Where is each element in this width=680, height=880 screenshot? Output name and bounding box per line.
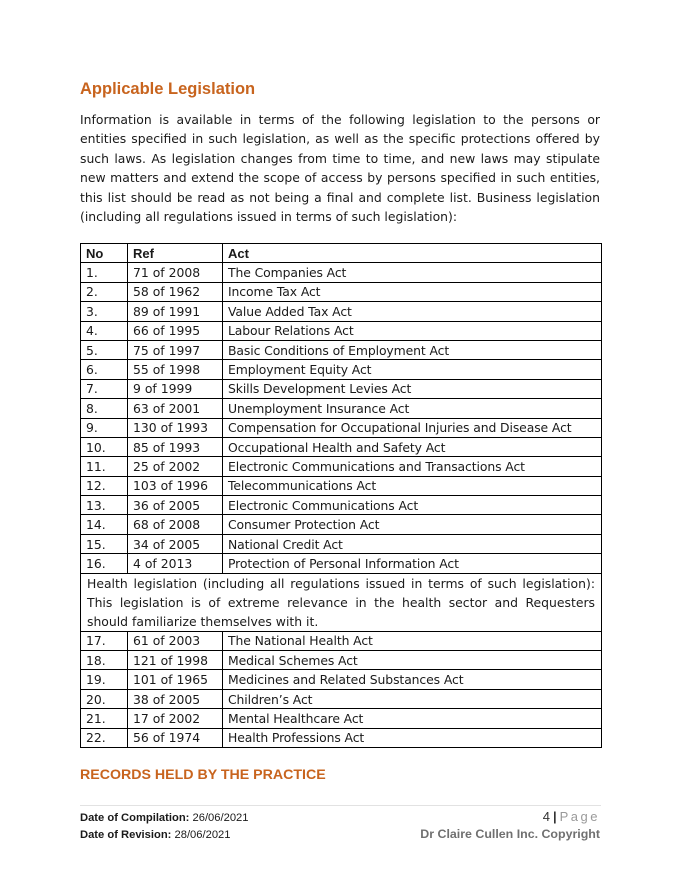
row-act: Consumer Protection Act: [223, 515, 602, 534]
row-number: 22.: [81, 728, 128, 747]
table-row: [81, 709, 602, 728]
row-number: 12.: [81, 476, 128, 495]
header-act: Act: [223, 244, 602, 263]
section-heading: Applicable Legislation: [80, 80, 256, 98]
table-row: [81, 496, 602, 515]
row-ref: 61 of 2003: [128, 631, 223, 650]
row-ref: 63 of 2001: [128, 399, 223, 418]
table-row: [81, 399, 602, 418]
row-act: Electronic Communications and Transactions Act: [223, 457, 602, 476]
row-act: Labour Relations Act: [223, 321, 602, 340]
compilation-date: 26/06/2021: [192, 812, 249, 824]
row-number: 19.: [81, 670, 128, 689]
row-number: 10.: [81, 437, 128, 456]
row-number: 7.: [81, 379, 128, 398]
row-ref: 66 of 1995: [128, 321, 223, 340]
business-legislation-rows: [81, 263, 602, 573]
row-ref: 103 of 1996: [128, 476, 223, 495]
table-header-row: [81, 244, 602, 263]
table-row: [81, 631, 602, 650]
row-number: 13.: [81, 496, 128, 515]
row-act: Protection of Personal Information Act: [223, 554, 602, 573]
row-act: National Credit Act: [223, 534, 602, 553]
row-ref: 36 of 2005: [128, 496, 223, 515]
legislation-table: [80, 243, 602, 748]
row-ref: 121 of 1998: [128, 651, 223, 670]
records-heading: RECORDS HELD BY THE PRACTICE: [80, 767, 326, 783]
row-act: Occupational Health and Safety Act: [223, 437, 602, 456]
table-row: [81, 360, 602, 379]
page-word: Page: [559, 809, 600, 824]
row-act: Value Added Tax Act: [223, 302, 602, 321]
table-row: [81, 651, 602, 670]
row-act: Compensation for Occupational Injuries and Disease Act: [223, 418, 602, 437]
table-row: [81, 515, 602, 534]
row-number: 14.: [81, 515, 128, 534]
table-row: [81, 418, 602, 437]
row-number: 1.: [81, 263, 128, 282]
table-row: [81, 282, 602, 301]
row-ref: 75 of 1997: [128, 340, 223, 359]
row-ref: 25 of 2002: [128, 457, 223, 476]
row-ref: 89 of 1991: [128, 302, 223, 321]
row-ref: 58 of 1962: [128, 282, 223, 301]
row-act: Medical Schemes Act: [223, 651, 602, 670]
row-ref: 71 of 2008: [128, 263, 223, 282]
row-act: Telecommunications Act: [223, 476, 602, 495]
row-ref: 9 of 1999: [128, 379, 223, 398]
row-act: Mental Healthcare Act: [223, 709, 602, 728]
row-number: 3.: [81, 302, 128, 321]
row-ref: 101 of 1965: [128, 670, 223, 689]
table-row: [81, 534, 602, 553]
row-act: The Companies Act: [223, 263, 602, 282]
row-act: Medicines and Related Substances Act: [223, 670, 602, 689]
table-row: [81, 379, 602, 398]
row-ref: 130 of 1993: [128, 418, 223, 437]
row-act: Basic Conditions of Employment Act: [223, 340, 602, 359]
row-ref: 17 of 2002: [128, 709, 223, 728]
footer-dates: [80, 810, 249, 843]
compilation-label: Date of Compilation:: [80, 812, 190, 824]
row-number: 18.: [81, 651, 128, 670]
row-act: Income Tax Act: [223, 282, 602, 301]
table-row: [81, 689, 602, 708]
table-row: [81, 670, 602, 689]
table-row: [81, 302, 602, 321]
footer-page-info: [420, 808, 600, 843]
table-row: [81, 340, 602, 359]
page-number: 4: [542, 809, 550, 824]
page-separator: |: [552, 809, 557, 824]
row-ref: 56 of 1974: [128, 728, 223, 747]
intro-paragraph: Information is available in terms of the following legislation to the persons or entities specified in such legislation, as well as the specific protections offered by such laws. As legislation changes from time to time, and new laws may stipulate new matters and extend the scope of access by persons specified in such entities, this list should be read as not being a final and complete list. Business legislation (including all regulations issued in terms of such legislation):: [80, 112, 600, 225]
row-number: 21.: [81, 709, 128, 728]
revision-line: [80, 827, 249, 844]
revision-label: Date of Revision:: [80, 828, 172, 841]
row-act: Employment Equity Act: [223, 360, 602, 379]
row-number: 4.: [81, 321, 128, 340]
row-act: Unemployment Insurance Act: [223, 399, 602, 418]
row-act: Health Professions Act: [223, 728, 602, 747]
health-legislation-rows: [81, 631, 602, 747]
compilation-line: [80, 810, 249, 827]
table-row: [81, 554, 602, 573]
row-number: 8.: [81, 399, 128, 418]
copyright-notice: Dr Claire Cullen Inc. Copyright: [420, 827, 600, 841]
row-ref: 68 of 2008: [128, 515, 223, 534]
row-number: 6.: [81, 360, 128, 379]
row-ref: 4 of 2013: [128, 554, 223, 573]
row-ref: 38 of 2005: [128, 689, 223, 708]
health-note-row: [81, 573, 602, 631]
row-act: Children’s Act: [223, 689, 602, 708]
row-number: 5.: [81, 340, 128, 359]
row-number: 20.: [81, 689, 128, 708]
page-indicator: [420, 808, 600, 825]
table-row: [81, 728, 602, 747]
health-legislation-note: Health legislation (including all regulations issued in terms of such legislation): This legislation is of extreme relevance in the health sector and Requesters should familiarize themselves with it.: [81, 573, 602, 631]
table-row: [81, 263, 602, 282]
row-number: 9.: [81, 418, 128, 437]
row-act: The National Health Act: [223, 631, 602, 650]
row-act: Electronic Communications Act: [223, 496, 602, 515]
row-number: 16.: [81, 554, 128, 573]
row-ref: 34 of 2005: [128, 534, 223, 553]
table-row: [81, 321, 602, 340]
row-ref: 55 of 1998: [128, 360, 223, 379]
header-no: No: [81, 244, 128, 263]
revision-date: 28/06/2021: [174, 828, 231, 841]
row-ref: 85 of 1993: [128, 437, 223, 456]
row-number: 2.: [81, 282, 128, 301]
row-number: 15.: [81, 534, 128, 553]
row-number: 17.: [81, 631, 128, 650]
table-row: [81, 437, 602, 456]
footer-divider: [80, 805, 601, 806]
row-number: 11.: [81, 457, 128, 476]
table-row: [81, 457, 602, 476]
table-row: [81, 476, 602, 495]
header-ref: Ref: [128, 244, 223, 263]
row-act: Skills Development Levies Act: [223, 379, 602, 398]
